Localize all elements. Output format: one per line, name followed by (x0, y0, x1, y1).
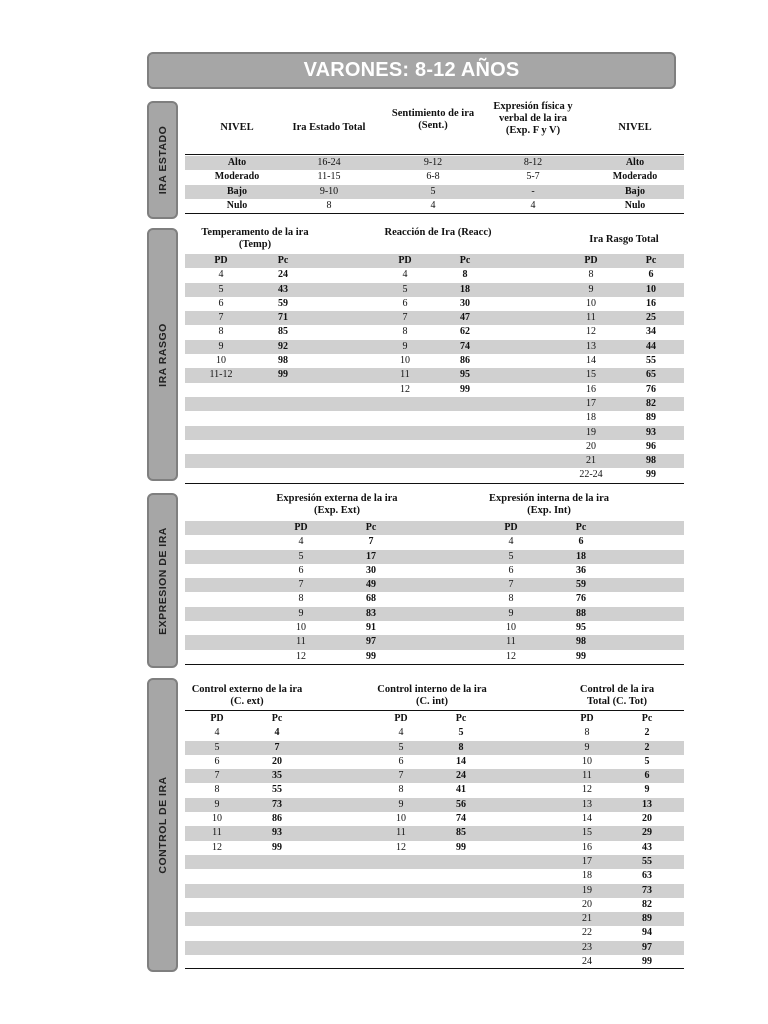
table-cell: 74 (460, 340, 470, 352)
table-cell: 4 (430, 199, 436, 211)
col-header: NIVEL (618, 122, 652, 133)
table-cell: 93 (646, 426, 656, 438)
table-cell: 6 (644, 770, 650, 782)
table-cell: 35 (272, 770, 282, 782)
table-cell: 14 (586, 355, 596, 367)
table-cell: 6 (398, 755, 404, 767)
section-label-control (147, 678, 178, 972)
ira-rasgo-table (185, 226, 684, 486)
table-cell: 4 (214, 727, 220, 739)
table-row (185, 650, 684, 664)
table-cell: 5-7 (526, 171, 540, 183)
table-cell: 18 (576, 550, 586, 562)
table-cell: 11 (586, 312, 596, 324)
table-cell: 9 (584, 741, 590, 753)
table-cell: 11 (400, 369, 410, 381)
table-cell: 89 (646, 412, 656, 424)
table-row (185, 199, 684, 213)
section-label-text: EXPRESION DE IRA (156, 526, 169, 635)
expresion-table (185, 490, 684, 670)
table-cell: 85 (456, 827, 466, 839)
table-cell: 20 (582, 898, 592, 910)
col-header: Sentimiento de ira (Sent.) (391, 108, 475, 131)
table-row (185, 185, 684, 199)
table-cell: 82 (646, 397, 656, 409)
table-row (185, 578, 684, 592)
table-row (185, 564, 684, 578)
table-cell: 59 (278, 297, 288, 309)
table-cell: 10 (216, 355, 226, 367)
table-row (185, 841, 684, 855)
table-cell: Pc (271, 713, 283, 724)
table-row (185, 170, 684, 184)
table-cell: 22-24 (579, 469, 603, 481)
table-cell: 99 (460, 383, 470, 395)
table-row (185, 869, 684, 883)
table-cell: 25 (646, 312, 656, 324)
table-cell: 7 (218, 312, 224, 324)
table-cell: 43 (642, 841, 652, 853)
table-row (185, 798, 684, 812)
table-row (185, 855, 684, 869)
table-cell: 8 (588, 269, 594, 281)
bottom-rule (185, 213, 684, 214)
table-cell: 16 (582, 841, 592, 853)
bottom-rule (185, 968, 684, 969)
table-cell: 4 (218, 269, 224, 281)
table-cell: 5 (508, 550, 514, 562)
table-cell: 76 (646, 383, 656, 395)
table-cell: 6 (214, 755, 220, 767)
table-row (185, 912, 684, 926)
table-cell: 74 (456, 813, 466, 825)
table-row (185, 521, 684, 535)
table-cell: 24 (278, 269, 288, 281)
table-cell: 10 (586, 297, 596, 309)
table-row (185, 535, 684, 549)
table-cell: 89 (642, 913, 652, 925)
table-cell: 18 (586, 412, 596, 424)
table-cell: 5 (458, 727, 464, 739)
table-cell: 13 (582, 798, 592, 810)
table-cell: 24 (582, 956, 592, 968)
table-cell: Nulo (226, 199, 248, 211)
section-label-text: IRA RASGO (156, 322, 169, 387)
table-cell: 98 (576, 636, 586, 648)
table-cell: 17 (586, 397, 596, 409)
table-cell: 73 (642, 884, 652, 896)
table-cell: 9 (398, 798, 404, 810)
table-cell: 9 (588, 283, 594, 295)
table-cell: Alto (227, 157, 247, 168)
table-cell: 5 (218, 283, 224, 295)
table-cell: 13 (586, 340, 596, 352)
table-cell: 11 (582, 770, 592, 782)
table-cell: 19 (586, 426, 596, 438)
table-cell: 41 (456, 784, 466, 796)
table-cell: 13 (642, 798, 652, 810)
table-cell: 71 (278, 312, 288, 324)
table-cell: 9-12 (423, 157, 443, 168)
table-cell: 9 (644, 784, 650, 796)
table-row (185, 592, 684, 606)
control-table (185, 682, 684, 972)
table-cell: 62 (460, 326, 470, 338)
table-cell: 30 (460, 297, 470, 309)
table-cell: 11-15 (317, 171, 341, 183)
table-cell: 56 (456, 798, 466, 810)
table-cell: 5 (214, 741, 220, 753)
table-cell: 6-8 (426, 171, 440, 183)
table-cell: 2 (644, 741, 650, 753)
table-row (185, 426, 684, 440)
header-rule (185, 710, 684, 711)
table-cell: 6 (578, 536, 584, 548)
table-cell: Alto (625, 157, 645, 168)
table-cell: Pc (641, 713, 653, 724)
table-cell: 8 (298, 593, 304, 605)
table-cell: 73 (272, 798, 282, 810)
table-cell: 94 (642, 927, 652, 939)
table-cell: 10 (582, 755, 592, 767)
table-cell: 43 (278, 283, 288, 295)
table-cell: 12 (586, 326, 596, 338)
table-cell: 86 (460, 355, 470, 367)
table-cell: 99 (646, 469, 656, 481)
table-cell: 36 (576, 564, 586, 576)
table-cell: 30 (366, 564, 376, 576)
table-cell: 47 (460, 312, 470, 324)
table-row (185, 325, 684, 339)
control-rows (185, 712, 684, 969)
table-cell: 96 (646, 440, 656, 452)
table-cell: 4 (398, 727, 404, 739)
table-cell: PD (504, 522, 518, 533)
table-cell: 12 (582, 784, 592, 796)
table-cell: 8 (462, 269, 468, 281)
rasgo-rows (185, 254, 684, 483)
table-row (185, 712, 684, 726)
table-row (185, 440, 684, 454)
table-row (185, 607, 684, 621)
section-label-expresion (147, 493, 178, 668)
table-cell: 55 (272, 784, 282, 796)
table-cell: 11 (506, 636, 516, 648)
table-cell: 76 (576, 593, 586, 605)
table-cell: 8 (458, 741, 464, 753)
table-cell: PD (584, 255, 598, 266)
table-cell: 85 (278, 326, 288, 338)
table-cell: 7 (368, 536, 374, 548)
table-cell: 97 (642, 941, 652, 953)
table-cell: 16 (586, 383, 596, 395)
table-cell: 83 (366, 607, 376, 619)
table-row (185, 283, 684, 297)
table-cell: 10 (506, 622, 516, 634)
table-cell: Bajo (625, 185, 645, 197)
section-label-ira-estado (147, 101, 178, 219)
table-row (185, 411, 684, 425)
table-cell: 14 (582, 813, 592, 825)
group-title: Reacción de Ira (Reacc) (384, 227, 492, 238)
table-row (185, 898, 684, 912)
table-cell: 34 (646, 326, 656, 338)
table-cell: 68 (366, 593, 376, 605)
table-cell: 16 (646, 297, 656, 309)
table-cell: 12 (396, 841, 406, 853)
table-cell: - (531, 185, 535, 197)
table-cell: 11-12 (209, 369, 233, 381)
table-cell: PD (394, 713, 408, 724)
table-cell: 6 (298, 564, 304, 576)
table-cell: 97 (366, 636, 376, 648)
table-row (185, 383, 684, 397)
table-cell: PD (294, 522, 308, 533)
group-title: Control externo de la ira (C. ext) (191, 684, 303, 707)
group-title: Control interno de la ira (C. int) (377, 684, 487, 707)
table-cell: 10 (296, 622, 306, 634)
table-cell: Pc (365, 522, 377, 533)
table-row (185, 726, 684, 740)
col-header: NIVEL (220, 122, 254, 133)
section-label-text: IRA ESTADO (156, 125, 169, 195)
header-rule (185, 154, 684, 155)
table-row (185, 397, 684, 411)
table-cell: 4 (274, 727, 280, 739)
table-cell: 18 (582, 870, 592, 882)
section-label-text: CONTROL DE IRA (156, 776, 169, 874)
table-row (185, 340, 684, 354)
table-cell: Nulo (624, 199, 646, 211)
table-cell: 8 (402, 326, 408, 338)
table-cell: 2 (644, 727, 650, 739)
table-cell: 99 (366, 650, 376, 662)
table-cell: 16-24 (317, 157, 341, 168)
page-title: VARONES: 8-12 AÑOS (303, 59, 520, 81)
table-cell: 99 (642, 956, 652, 968)
table-cell: 10 (646, 283, 656, 295)
table-cell: 93 (272, 827, 282, 839)
group-title: Temperamento de la ira (Temp) (201, 227, 309, 250)
table-cell: 6 (402, 297, 408, 309)
table-cell: 12 (506, 650, 516, 662)
table-cell: 9-10 (319, 185, 339, 197)
table-cell: 99 (576, 650, 586, 662)
table-row (185, 268, 684, 282)
table-cell: Pc (575, 522, 587, 533)
table-cell: 55 (642, 855, 652, 867)
table-cell: 12 (212, 841, 222, 853)
table-row (185, 884, 684, 898)
table-cell: 44 (646, 340, 656, 352)
table-cell: Pc (455, 713, 467, 724)
table-cell: 18 (460, 283, 470, 295)
table-cell: 12 (296, 650, 306, 662)
table-row (185, 354, 684, 368)
page-title-bar (147, 52, 676, 89)
table-cell: 17 (582, 855, 592, 867)
table-cell: 63 (642, 870, 652, 882)
table-row (185, 826, 684, 840)
table-cell: PD (398, 255, 412, 266)
table-cell: 15 (586, 369, 596, 381)
col-header: Ira Estado Total (292, 122, 366, 133)
table-cell: 98 (646, 455, 656, 467)
table-cell: Moderado (214, 171, 260, 183)
table-cell: 82 (642, 898, 652, 910)
table-cell: 55 (646, 355, 656, 367)
table-cell: 7 (402, 312, 408, 324)
table-cell: 99 (278, 369, 288, 381)
bottom-rule (185, 483, 684, 484)
table-cell: 15 (582, 827, 592, 839)
group-title: Expresión interna de la ira (Exp. Int) (489, 493, 609, 516)
group-title: Expresión externa de la ira (Exp. Ext) (276, 493, 398, 516)
table-cell: 11 (212, 827, 222, 839)
table-cell: PD (210, 713, 224, 724)
table-cell: 6 (218, 297, 224, 309)
table-row (185, 468, 684, 482)
table-cell: Pc (645, 255, 657, 266)
table-cell: 99 (272, 841, 282, 853)
table-cell: 8 (584, 727, 590, 739)
table-cell: 10 (396, 813, 406, 825)
table-cell: 9 (298, 607, 304, 619)
table-cell: 65 (646, 369, 656, 381)
table-cell: 21 (582, 913, 592, 925)
table-row (185, 156, 684, 170)
table-cell: 95 (576, 622, 586, 634)
table-cell: 92 (278, 340, 288, 352)
table-cell: 4 (402, 269, 408, 281)
table-cell: 88 (576, 607, 586, 619)
table-cell: 8 (398, 784, 404, 796)
table-cell: Moderado (612, 171, 658, 183)
table-cell: 4 (530, 199, 536, 211)
table-cell: 8 (214, 784, 220, 796)
bottom-rule (185, 664, 684, 665)
table-row (185, 621, 684, 635)
table-row (185, 635, 684, 649)
table-cell: 91 (366, 622, 376, 634)
table-row (185, 368, 684, 382)
table-cell: 11 (296, 636, 306, 648)
table-cell: 9 (508, 607, 514, 619)
table-cell: 10 (212, 813, 222, 825)
table-cell: 8 (218, 326, 224, 338)
table-cell: PD (214, 255, 228, 266)
table-cell: 20 (272, 755, 282, 767)
table-cell: 7 (398, 770, 404, 782)
estado-rows (185, 156, 684, 213)
table-cell: 5 (430, 185, 436, 197)
table-row (185, 741, 684, 755)
table-cell: 8 (508, 593, 514, 605)
table-cell: 5 (644, 755, 650, 767)
table-cell: 20 (586, 440, 596, 452)
table-cell: 7 (214, 770, 220, 782)
table-row (185, 941, 684, 955)
group-title: Ira Rasgo Total (589, 234, 659, 245)
table-row (185, 297, 684, 311)
ira-estado-table (185, 98, 684, 218)
table-cell: 4 (298, 536, 304, 548)
table-cell: 9 (402, 340, 408, 352)
table-cell: 12 (400, 383, 410, 395)
table-cell: 99 (456, 841, 466, 853)
table-cell: 17 (366, 550, 376, 562)
table-cell: 59 (576, 579, 586, 591)
table-row (185, 311, 684, 325)
table-cell: 23 (582, 941, 592, 953)
table-cell: 86 (272, 813, 282, 825)
table-cell: Bajo (227, 185, 247, 197)
table-cell: 9 (218, 340, 224, 352)
table-cell: 9 (214, 798, 220, 810)
table-cell: 98 (278, 355, 288, 367)
table-cell: 29 (642, 827, 652, 839)
table-cell: 14 (456, 755, 466, 767)
table-row (185, 550, 684, 564)
table-row (185, 755, 684, 769)
table-cell: 6 (648, 269, 654, 281)
table-cell: 24 (456, 770, 466, 782)
table-cell: 7 (298, 579, 304, 591)
table-cell: 7 (274, 741, 280, 753)
table-cell: Pc (277, 255, 289, 266)
table-cell: 19 (582, 884, 592, 896)
table-cell: 6 (508, 564, 514, 576)
table-cell: 11 (396, 827, 406, 839)
table-cell: 21 (586, 455, 596, 467)
table-row (185, 783, 684, 797)
table-cell: 22 (582, 927, 592, 939)
table-cell: 49 (366, 579, 376, 591)
table-cell: 20 (642, 813, 652, 825)
table-cell: 7 (508, 579, 514, 591)
section-label-ira-rasgo (147, 228, 178, 481)
table-cell: 4 (508, 536, 514, 548)
table-row (185, 812, 684, 826)
table-cell: 8-12 (523, 157, 543, 168)
table-cell: 5 (402, 283, 408, 295)
table-cell: PD (580, 713, 594, 724)
table-cell: 95 (460, 369, 470, 381)
table-cell: 5 (398, 741, 404, 753)
col-header: Expresión física y verbal de la ira (Exp. F y V) (493, 101, 573, 136)
table-cell: 10 (400, 355, 410, 367)
group-title: Control de la ira Total (C. Tot) (579, 684, 655, 707)
table-row (185, 454, 684, 468)
table-row (185, 769, 684, 783)
table-cell: Pc (459, 255, 471, 266)
table-cell: 8 (326, 199, 332, 211)
table-cell: 5 (298, 550, 304, 562)
expresion-rows (185, 521, 684, 664)
table-row (185, 926, 684, 940)
table-row (185, 254, 684, 268)
